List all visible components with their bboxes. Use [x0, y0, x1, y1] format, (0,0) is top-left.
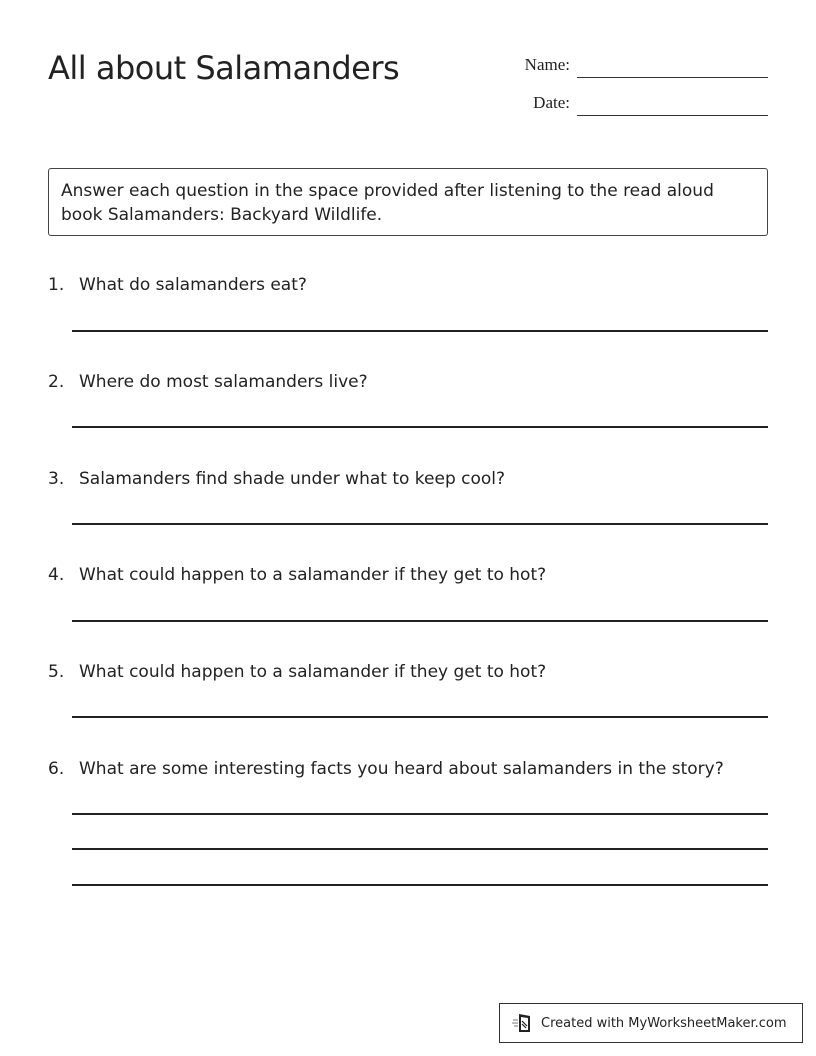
question-text: Where do most salamanders live? [79, 372, 368, 392]
instructions-box: Answer each question in the space provided after listening to the read aloud book Salamanders: Backyard Wildlife. [48, 168, 768, 236]
question-number: 3. [48, 469, 65, 489]
date-label: Date: [533, 93, 570, 112]
question-number: 4. [48, 565, 65, 585]
question-number: 6. [48, 759, 65, 779]
answer-line-6c[interactable] [72, 884, 768, 886]
question-text: What could happen to a salamander if they get to hot? [79, 662, 547, 682]
footer-credit-text: Created with MyWorksheetMaker.com [541, 1015, 787, 1031]
footer-credit-badge [499, 1003, 803, 1043]
answer-line-6a[interactable] [72, 813, 768, 815]
name-label: Name: [524, 55, 570, 74]
question-number: 1. [48, 275, 65, 295]
question-text: Salamanders find shade under what to keep cool? [79, 469, 506, 489]
answer-line-6b[interactable] [72, 848, 768, 850]
name-input-line[interactable] [577, 77, 768, 78]
answer-line-3[interactable] [72, 523, 768, 525]
answer-line-5[interactable] [72, 716, 768, 718]
question-text: What could happen to a salamander if they get to hot? [79, 565, 547, 585]
answer-line-1[interactable] [72, 330, 768, 332]
answer-line-2[interactable] [72, 426, 768, 428]
date-field[interactable] [500, 92, 768, 116]
question-text: What do salamanders eat? [79, 275, 307, 295]
answer-line-4[interactable] [72, 620, 768, 622]
question-text: What are some interesting facts you heard about salamanders in the story? [79, 759, 724, 779]
worksheet-title: All about Salamanders [48, 49, 400, 87]
question-number: 5. [48, 662, 65, 682]
name-field[interactable] [500, 54, 768, 78]
worksheet-maker-logo-icon [512, 1012, 534, 1034]
question-number: 2. [48, 372, 65, 392]
date-input-line[interactable] [577, 115, 768, 116]
